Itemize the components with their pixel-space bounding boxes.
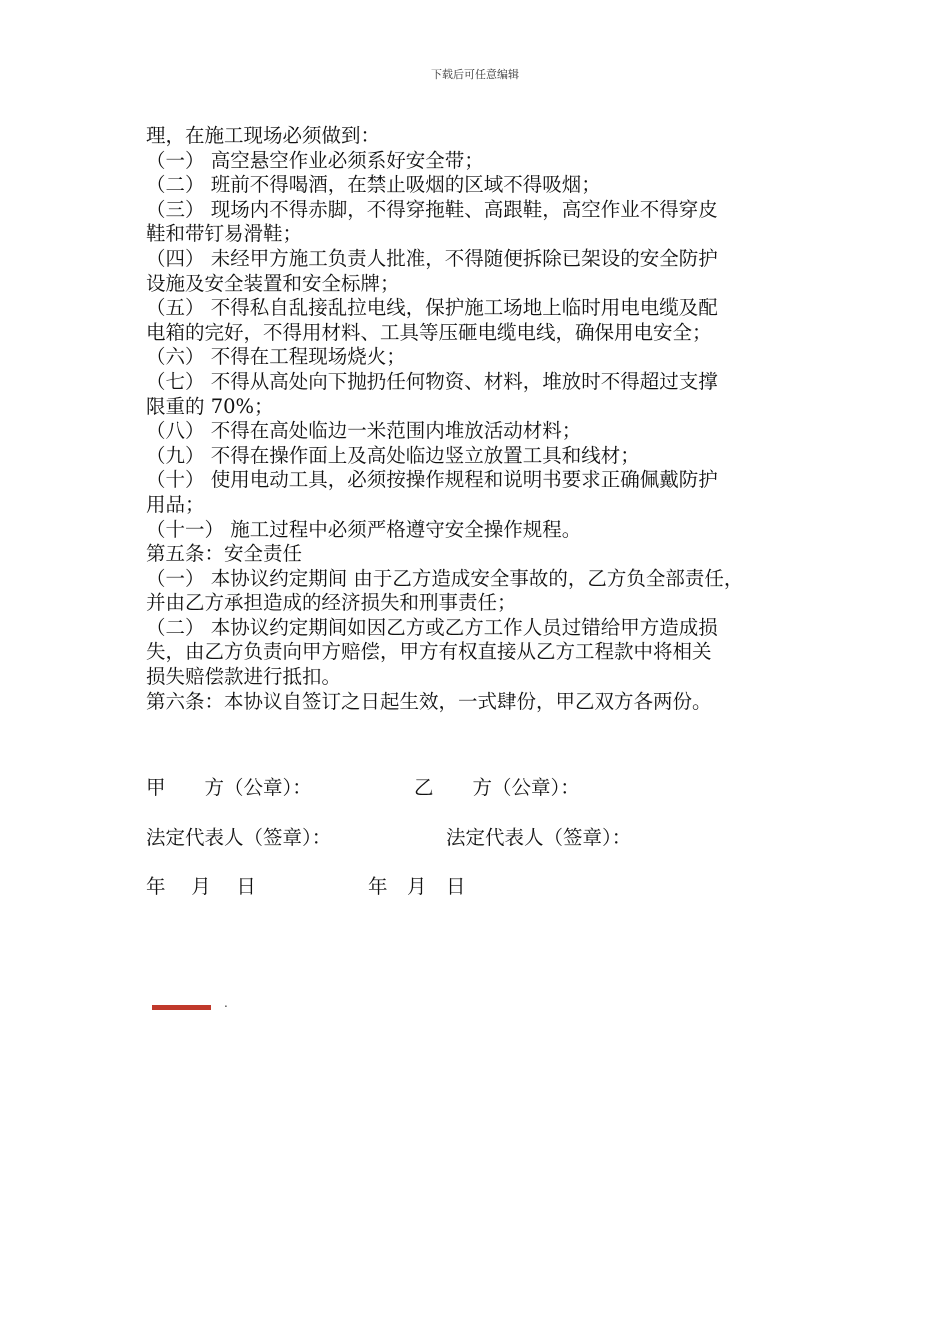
body-line: 失，由乙方负责向甲方赔偿，甲方有权直接从乙方工程款中将相关 (146, 640, 712, 664)
body-line: 损失赔偿款进行抵扣。 (146, 665, 342, 689)
body-line: 并由乙方承担造成的经济损失和刑事责任； (146, 591, 517, 615)
body-line: （九） 不得在操作面上及高处临边竖立放置工具和线材； (146, 443, 640, 467)
body-line: （三） 现场内不得赤脚，不得穿拖鞋、高跟鞋，高空作业不得穿皮 (146, 197, 718, 221)
body-line: 设施及安全装置和安全标牌； (146, 271, 400, 295)
body-line: （六） 不得在工程现场烧火； (146, 345, 406, 369)
body-line: （一） 本协议约定期间 由于乙方造成安全事故的，乙方负全部责任， (146, 566, 744, 590)
body-line: （二） 本协议约定期间如因乙方或乙方工作人员过错给甲方造成损 (146, 615, 718, 639)
body-line: （五） 不得私自乱接乱拉电线，保护施工场地上临时用电电缆及配 (146, 296, 718, 320)
party-b-rep-label: 法定代表人（签章）： (446, 826, 632, 849)
party-b-date-label: 年 月 日 (368, 875, 466, 898)
party-b-seal-label: 乙 方（公章）： (414, 776, 580, 799)
party-a-seal-label: 甲 方（公章）： (146, 776, 312, 799)
body-line: （二） 班前不得喝酒，在禁止吸烟的区域不得吸烟； (146, 173, 601, 197)
body-line: （十） 使用电动工具，必须按操作规程和说明书要求正确佩戴防护 (146, 468, 718, 492)
party-a-date-label: 年 月 日 (146, 875, 256, 898)
body-line: 用品； (146, 492, 205, 516)
party-a-rep-label: 法定代表人（签章）： (146, 826, 332, 849)
section-heading: 第六条：本协议自签订之日起生效，一式肆份，甲乙双方各两份。 (146, 689, 712, 713)
body-line: （八） 不得在高处临边一米范围内堆放活动材料； (146, 419, 582, 443)
footer-accent-bar (152, 1005, 211, 1010)
footer-dot: . (224, 996, 228, 1010)
section-heading: 第五条：安全责任 (146, 542, 303, 566)
body-line: （十一） 施工过程中必须严格遵守安全操作规程。 (146, 517, 582, 541)
body-line: 理，在施工现场必须做到： (146, 124, 381, 147)
body-line: 电箱的完好，不得用材料、工具等压砸电缆电线，确保用电安全； (146, 320, 712, 344)
body-line: 限重的 70%； (146, 394, 274, 418)
body-line: （一） 高空悬空作业必须系好安全带； (146, 148, 484, 172)
body-line: （七） 不得从高处向下抛扔任何物资、材料，堆放时不得超过支撑 (146, 369, 718, 393)
document-body (146, 124, 826, 714)
body-line: （四） 未经甲方施工负责人批准，不得随便拆除已架设的安全防护 (146, 246, 718, 270)
header-note: 下载后可任意编辑 (431, 68, 519, 81)
body-line: 鞋和带钉易滑鞋； (146, 222, 303, 246)
